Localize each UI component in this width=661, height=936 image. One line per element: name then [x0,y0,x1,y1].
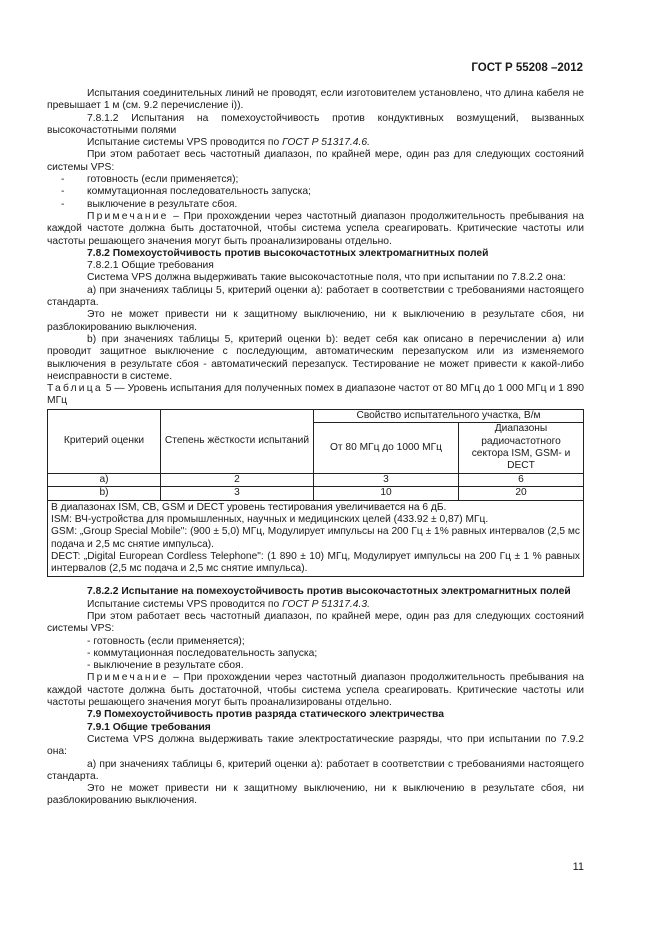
paragraph: Это не может привести ни к защитному выключению, ни к выключению в результате сбоя, ни разблокированию выключения. [47,309,584,333]
section-heading: 7.9 Помехоустойчивость против разряда статического электричества [87,709,444,721]
col-header-group: Свойство испытательного участка, В/м [314,409,584,422]
paragraph: b) при значениях таблицы 5, критерий оценки b): ведет себя как описано в перечислении а) или проводит защитное выключение с последующим, автоматическим перезапуском или из изменяемого выключения в результате сбоя - автоматический перезапуск. Тестирование не может привести к какой-либо неисправности в системе. [47,333,584,382]
table-row: a) 2 3 6 [48,474,584,487]
list-item: - готовность (если применяется); [61,174,239,186]
page-body [47,88,584,808]
col-header-criterion: Критерий оценки [48,409,161,473]
col-header-severity: Степень жёсткости испытаний [161,409,314,473]
subsection-heading: 7.8.2.1 Общие требования [87,260,214,272]
document-header: ГОСТ Р 55208 –2012 [471,62,583,74]
col-header-range1: От 80 МГц до 1000 МГц [314,423,459,474]
note: Примечание – При прохождении через частотный диапазон продолжительность пребывания на каждой частоте должна быть достаточной, чтобы система успела среагировать. Критические частоты или частоты решающего значения могут быть проанализированы отдельно. [47,672,584,709]
paragraph: Испытания соединительных линий не проводят, если изготовителем установлено, что длина кабеля не превышает 1 м (см. 9.2 перечисление i)). [47,88,584,112]
table-caption: Таблица 5 — Уровень испытания для полученных помех в диапазоне частот от 80 МГц до 1 000 МГц и 1 890 МГц [47,383,584,407]
page-number: 11 [572,861,584,873]
paragraph: а) при значениях таблицы 6, критерий оценки а): работает в соответствии с требованиями настоящего стандарта. [47,758,584,782]
subsection-heading: 7.9.1 Общие требования [87,721,211,733]
table-5 [47,409,584,578]
standard-reference: ГОСТ Р 51317.4.3. [282,598,370,610]
table-row: b) 3 10 20 [48,487,584,500]
section-heading: 7.8.2.2 Испытание на помехоустойчивость против высокочастотных электромагнитных полей [87,586,571,598]
section-heading: 7.8.2 Помехоустойчивость против высокочастотных электромагнитных полей [87,247,489,259]
paragraph: Испытание системы VPS проводится по ГОСТ Р 51317.4.3. [87,598,370,610]
paragraph: Испытание системы VPS проводится по ГОСТ Р 51317.4.6. [87,137,370,149]
paragraph: При этом работает весь частотный диапазон, по крайней мере, один раз для следующих состояний системы VPS: [47,610,584,635]
note: Примечание – При прохождении через частотный диапазон продолжительность пребывания на каждой частоте должна быть достаточной, чтобы система успела среагировать. Критические частоты или частоты решающего значения могут быть проанализированы отдельно. [47,210,584,247]
standard-reference: ГОСТ Р 51317.4.6. [282,137,370,149]
col-header-range2: Диапазоны радиочастотного сектора ISM, GSM- и DECT [459,423,584,474]
paragraph: а) при значениях таблицы 5, критерий оценки а): работает в соответствии с требованиями настоящего стандарта. [47,284,584,309]
list-item: - готовность (если применяется); [87,635,245,647]
paragraph: Это не может привести ни к защитному выключению, ни к выключению в результате сбоя, ни разблокированию выключения. [47,783,584,807]
list-item: - коммутационная последовательность запуска; [87,647,318,659]
note-label: Примечание [87,672,169,684]
table-notes: В диапазонах ISM, CB, GSM и DECT уровень тестирования увеличивается на 6 дБ. ISM: ВЧ-устройства для промышленных, научных и медицинских целей (433.92 ± 0,87) МГц. GSM: „Group Special Mobile": (900 ± 5,0) МГц, Модулирует импульсы на 200 Гц ± 1% равных интервалов (2,5 мс подача и 2,5 мс снятие импульса). DECT: „Digital European Cordless Telephone": (1 890 ± 10) МГц, Модулирует импульсы на 200 Гц ± 1 % равных интервалов (2,5 мс подача и 2,5 мс снятие импульса). [48,500,584,577]
paragraph: 7.8.1.2 Испытания на помехоустойчивость против кондуктивных возмущений, вызванных высокочастотными полями [47,112,584,136]
paragraph: При этом работает весь частотный диапазон, по крайней мере, один раз для следующих состояний системы VPS: [47,149,584,173]
paragraph: Система VPS должна выдерживать такие высокочастотные поля, что при испытании по 7.8.2.2 она: [87,272,566,284]
note-label: Примечание [87,210,169,222]
list-item: - коммутационная последовательность запуска; [61,186,311,198]
list-item: - выключение в результате сбоя. [87,660,244,672]
paragraph: Система VPS должна выдерживать такие электростатические разряды, что при испытании по 7.9.2 она: [47,733,584,758]
list-item: - выключение в результате сбоя. [61,198,238,210]
